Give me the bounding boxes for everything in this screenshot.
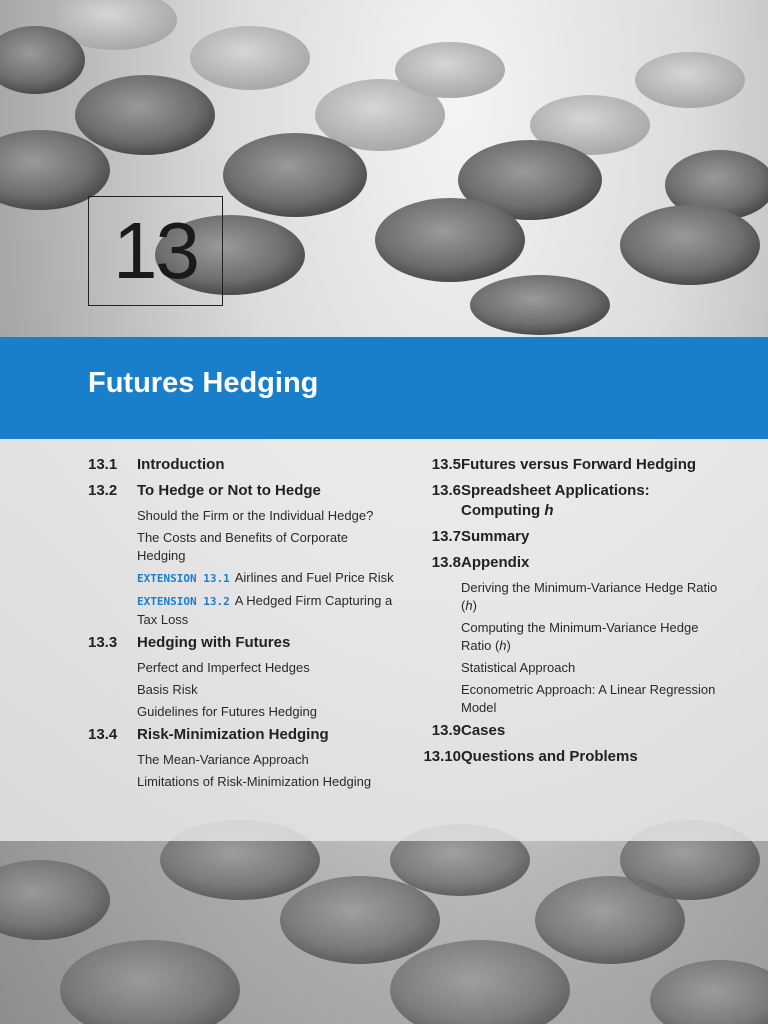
toc-section-heading (410, 527, 730, 547)
subsection-text: Perfect and Imperfect Hedges (137, 660, 310, 675)
section-title-text: Questions and Problems (461, 748, 638, 765)
section-title-text: Appendix (461, 554, 530, 571)
toc-section (410, 553, 730, 717)
section-title (461, 455, 730, 475)
subsection-text: Econometric Approach: A Linear Regression Model (461, 682, 716, 715)
toc-section-heading (410, 721, 730, 741)
extension-entry (137, 569, 398, 588)
subsection-entry (461, 659, 730, 677)
subsection-entry (137, 507, 398, 525)
toc-section-heading (410, 481, 730, 521)
section-number: 13.8 (431, 554, 461, 571)
extension-tag: EXTENSION 13.2 (137, 595, 230, 608)
chapter-title-band (0, 337, 768, 439)
section-number: 13.9 (431, 722, 461, 739)
subsection-text-after: ) (472, 598, 477, 613)
section-title (461, 721, 730, 741)
section-title (137, 633, 398, 653)
subsection-text: Limitations of Risk-Minimization Hedging (137, 774, 372, 789)
toc-section (410, 721, 730, 741)
toc-section (88, 725, 398, 791)
section-number: 13.4 (88, 726, 118, 743)
toc-section (410, 527, 730, 547)
section-title (461, 527, 730, 547)
toc-section (88, 481, 398, 629)
subsection-entry (461, 681, 730, 717)
section-number: 13.1 (88, 456, 118, 473)
toc-section-heading (410, 553, 730, 573)
subsection-text: Guidelines for Futures Hedging (137, 704, 317, 719)
toc-section-heading (88, 725, 398, 745)
section-title (137, 455, 398, 475)
section-number: 13.2 (88, 482, 118, 499)
subsection-entry (461, 579, 730, 615)
section-title-text: Spreadsheet Applications: Computing (461, 482, 650, 519)
section-number: 13.6 (431, 482, 461, 499)
toc-left-column (88, 455, 398, 795)
subsection-entry (137, 773, 398, 791)
toc-section (88, 633, 398, 721)
subsection-entry (137, 659, 398, 677)
toc-section-heading (410, 747, 730, 767)
section-number: 13.5 (431, 456, 461, 473)
subsection-text: A Hedged Firm Capturing a Tax Loss (137, 593, 393, 627)
subsection-text: Airlines and Fuel Price Risk (234, 570, 394, 585)
subsection-entry (137, 681, 398, 699)
toc-section-heading (88, 455, 398, 475)
toc-section-heading (88, 633, 398, 653)
section-title-text: Summary (461, 528, 530, 545)
section-title-text: Futures versus Forward Hedging (461, 456, 697, 473)
extension-tag: EXTENSION 13.1 (137, 572, 230, 585)
section-title (137, 725, 398, 745)
chapter-title: Futures Hedging (88, 367, 319, 399)
table-of-contents (0, 439, 768, 841)
subsection-text: Computing the Minimum-Variance Hedge Ratio ( (461, 620, 699, 653)
section-title-text: Risk-Minimization Hedging (137, 726, 329, 743)
subsection-entry (137, 703, 398, 721)
toc-section (410, 747, 730, 767)
subsection-text: Basis Risk (137, 682, 198, 697)
chapter-number: 13 (113, 206, 198, 295)
section-title-text: To Hedge or Not to Hedge (137, 482, 321, 499)
section-title-text: Introduction (137, 456, 225, 473)
subsection-variable: h (499, 638, 507, 653)
section-title (461, 481, 730, 521)
section-number: 13.10 (423, 748, 461, 765)
subsection-entry (461, 619, 730, 655)
section-title (461, 553, 730, 573)
toc-section (410, 481, 730, 521)
subsection-text: Should the Firm or the Individual Hedge? (137, 508, 374, 523)
toc-section-heading (410, 455, 730, 475)
section-title-text: Hedging with Futures (137, 634, 291, 651)
toc-section (88, 455, 398, 475)
section-number: 13.7 (431, 528, 461, 545)
chapter-number-box (88, 196, 223, 306)
subsection-entry (137, 751, 398, 769)
section-title-variable: h (544, 502, 554, 519)
subsection-text-after: ) (506, 638, 511, 653)
toc-section-heading (88, 481, 398, 501)
toc-section (410, 455, 730, 475)
toc-right-column (410, 455, 730, 773)
subsection-text: Deriving the Minimum-Variance Hedge Ratio ( (461, 580, 718, 613)
section-title (461, 747, 730, 767)
subsection-text: The Mean-Variance Approach (137, 752, 309, 767)
subsection-variable: h (465, 598, 473, 613)
section-number: 13.3 (88, 634, 118, 651)
subsection-text: Statistical Approach (461, 660, 576, 675)
subsection-entry (137, 529, 398, 565)
extension-entry (137, 592, 398, 629)
section-title-text: Cases (461, 722, 506, 739)
subsection-text: The Costs and Benefits of Corporate Hedging (137, 530, 349, 563)
section-title (137, 481, 398, 501)
